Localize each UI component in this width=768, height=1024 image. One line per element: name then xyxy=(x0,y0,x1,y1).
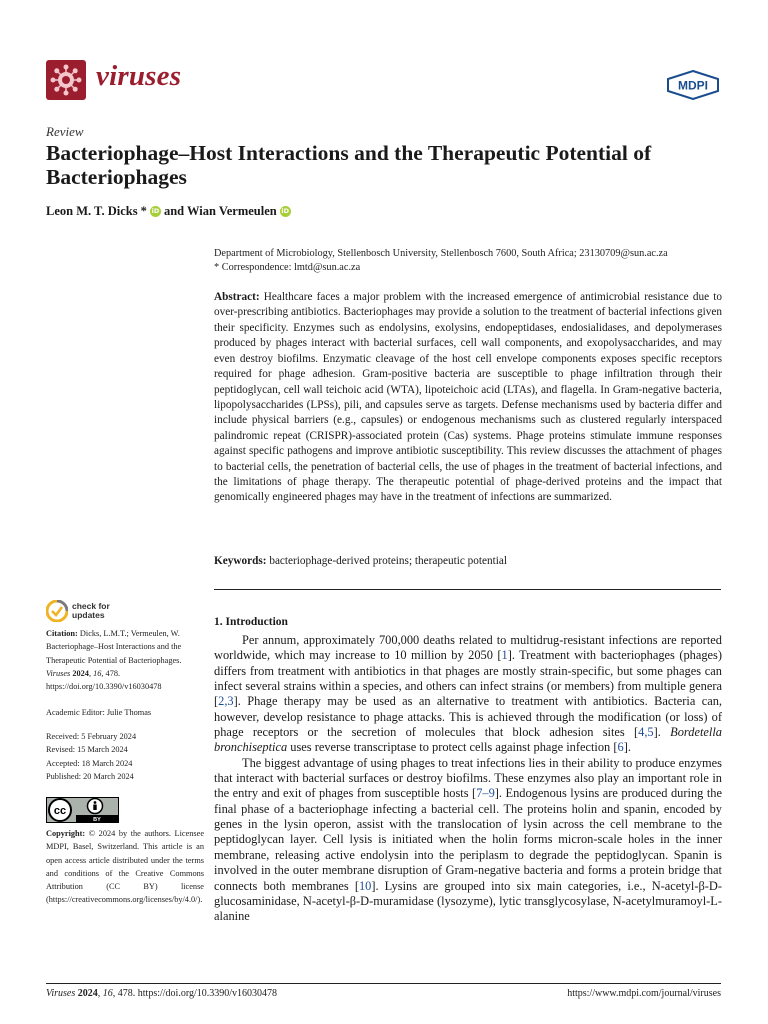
text-run: ]. Phage therapy may be used as an alternative to treatment with antibiotics. Bacteria can, however, develop resistance to phage attacks. This is achieved through the modification (or loss) of phage receptors or the secretion of molecules that block adhesion sites [ xyxy=(214,694,722,740)
reference-link[interactable]: 10 xyxy=(358,878,372,893)
keywords xyxy=(214,555,722,567)
orcid-icon[interactable]: iD xyxy=(281,207,290,215)
correspondence-line: * Correspondence: lmtd@sun.ac.za xyxy=(214,261,361,273)
author-dicks[interactable]: Leon M. T. Dicks * xyxy=(46,204,147,218)
abstract-label: Abstract: xyxy=(214,291,260,303)
orcid-icon[interactable]: iD xyxy=(151,207,160,215)
affiliations xyxy=(214,247,724,274)
footer-doi[interactable]: , 478. https://doi.org/10.3390/v16030478 xyxy=(112,988,278,999)
text-run: ]. xyxy=(623,740,631,755)
text-run: Per annum, approximately 700,000 deaths related to multidrug-resistant infections are reported worldwide, which may increase to 10 million by 2050 [ xyxy=(214,633,722,663)
text-run: uses reverse transcriptase to protect cells against phage infection [ xyxy=(287,740,618,755)
citation-year: 2024 xyxy=(72,668,89,678)
footer-volume: 16 xyxy=(102,988,113,999)
citation-block: Citation: Dicks, L.M.T.; Vermeulen, W. Bacteriophage–Host Interactions and the Therapeutic Potential of Bacteriophages. Viruses 2024, 16, 478. https://doi.org/10.3390/v16030478 xyxy=(46,629,182,692)
reference-link[interactable]: 6 xyxy=(617,740,624,755)
check-updates-icon xyxy=(46,600,68,622)
abstract xyxy=(214,290,722,506)
abstract-text: Healthcare faces a major problem with the increased emergence of antimicrobial resistance due to over-prescribing antibiotics. Bacteriophages may provide a solution to the treatment of bacterial infections given their specificity. Enzymes such as endolysins, exolysins, endopeptidases, endosialidases, and depolymerases produced by phages interact with bacterial surfaces, cell wall components, and exopolysaccharides, and may even destroy biofilms. Enzymatic cleavage of the host cell envelope components exposes specific receptors required for phage adhesion. Gram-positive bacteria are susceptible to phage infiltration through their peptidoglycan, cell wall teichoic acid (WTA), lipoteichoic acid (LTAs), and flagella. In Gram-negative bacteria, lipopolysaccharides (LPSs), pili, and capsules serve as targets. Defense mechanisms used by bacteria differ and include physical barriers (e.g., capsules) or endogenous mechanisms such as clustered regularly interspaced palindromic repeat (CRISPR)-associated protein (Cas) systems. Phage proteins stimulate immune responses against specific pathogens and improve antibiotic susceptibility. This review discusses the attachment of phages to bacterial cells, the penetration of bacterial cells, the use of phages in the treatment of bacterial infections, and the limitations of phage therapy. The therapeutic potential of phage-derived proteins and the impact that genomically engineered phages may have in the treatment of infections are summarized. xyxy=(214,291,722,504)
species-name: Bordetella bronchiseptica xyxy=(214,725,722,755)
footer-journal-url[interactable]: https://www.mdpi.com/journal/viruses xyxy=(567,988,721,999)
reference-link[interactable]: 7–9 xyxy=(476,786,495,801)
text-run: ]. xyxy=(653,725,671,740)
introduction-body xyxy=(214,633,722,925)
mdpi-logo-icon xyxy=(666,70,720,100)
copyright-label: Copyright: xyxy=(46,829,86,838)
copyright-notice xyxy=(46,827,204,907)
cc-by-license-icon[interactable] xyxy=(46,797,119,823)
section-heading-introduction: 1. Introduction xyxy=(214,616,288,628)
mdpi-logo-text: MDPI xyxy=(678,78,708,93)
citation-journal: Viruses xyxy=(46,668,71,678)
reference-link[interactable]: 2,3 xyxy=(218,694,234,709)
reference-link[interactable]: 4,5 xyxy=(638,725,654,740)
author-list xyxy=(46,204,291,219)
check-for-updates-badge[interactable] xyxy=(46,600,110,622)
citation-volume: 16 xyxy=(93,668,102,678)
viruses-logo-icon xyxy=(46,60,86,100)
text-run: ]. Lysins are grouped into six main categories, i.e., N-acetyl-β-D-glucosaminidase, N-acetyl-β-D-muramidase (lysozyme), lytic transglycosylase, N-acetylmuramoyl-L-alanine xyxy=(214,878,722,924)
date-revised: Revised: 15 March 2024 xyxy=(46,745,128,755)
footer-citation: Viruses 2024, 16, 478. https://doi.org/10.3390/v16030478 xyxy=(46,988,278,999)
svg-text:BY: BY xyxy=(93,817,101,823)
article-title: Bacteriophage–Host Interactions and the Therapeutic Potential of Bacteriophages xyxy=(46,141,652,189)
date-accepted: Accepted: 18 March 2024 xyxy=(46,758,133,768)
keywords-text: bacteriophage-derived proteins; therapeutic potential xyxy=(269,555,508,567)
footer-year: 2024 xyxy=(77,988,98,999)
journal-name: viruses xyxy=(96,60,182,92)
reference-link[interactable]: 1 xyxy=(501,648,508,663)
date-published: Published: 20 March 2024 xyxy=(46,771,134,781)
text-run: The biggest advantage of using phages to treat infections lies in their ability to produce enzymes that interact with bacterial surfaces or destroy biofilms. These enzymes also play an important role in the entry and exit of phages from susceptible hosts [ xyxy=(214,755,722,801)
footer-divider xyxy=(46,983,721,984)
check-updates-line2: updates xyxy=(72,610,105,620)
section-divider xyxy=(214,589,721,590)
paragraph xyxy=(214,756,722,925)
text-run: ]. Treatment with bacteriophages (phages) differs from treatment with antibiotics in that phages are mostly strain-specific, but some phages can infect several strains within a species, and others can infect strains (or members) from multiple genera [ xyxy=(214,648,722,709)
citation-label: Citation: xyxy=(46,629,78,638)
text-run: ]. Endogenous lysins are produced during the final phase of a bacteriophage infecting a bacterial cell. The proteins holin and spanin, encoded by genes in the lysin operon, assist with the translocation of lysin across the cell membrane to the peptidoglycan layer. Cell lysis is initiated when the holin forms micron-scale holes in the inner membrane, releasing active endolysin into the periplasm to degrade the peptidoglycan. Spanin is involved in the outer membrane disruption of Gram-negative bacteria and forms a protein bridge that connects both membranes [ xyxy=(214,786,722,893)
academic-editor: Academic Editor: Julie Thomas xyxy=(46,708,152,717)
author-vermeulen[interactable]: and Wian Vermeulen xyxy=(163,204,277,218)
affiliation-line: Department of Microbiology, Stellenbosch University, Stellenbosch 7600, South Africa; 23130709@sun.ac.za xyxy=(214,248,668,259)
check-updates-line1: check for xyxy=(72,601,110,611)
publication-dates xyxy=(46,730,204,783)
copyright-text: © 2024 by the authors. Licensee MDPI, Basel, Switzerland. This article is an open access article distributed under the terms and conditions of the Creative Commons Attribution (CC BY) license (https://creativecommons.org/licenses/by/4.0/). xyxy=(46,829,205,905)
footer-journal: Viruses xyxy=(46,988,76,999)
paragraph xyxy=(214,633,722,756)
citation-doi[interactable]: , 478. https://doi.org/10.3390/v16030478 xyxy=(46,668,162,692)
svg-text:cc: cc xyxy=(53,805,67,817)
citation-text: Dicks, L.M.T.; Vermeulen, W. Bacteriophage–Host Interactions and the Therapeutic Potential of Bacteriophages. xyxy=(46,629,182,665)
article-type: Review xyxy=(46,124,84,139)
keywords-label: Keywords: xyxy=(214,555,267,567)
date-received: Received: 5 February 2024 xyxy=(46,732,137,741)
